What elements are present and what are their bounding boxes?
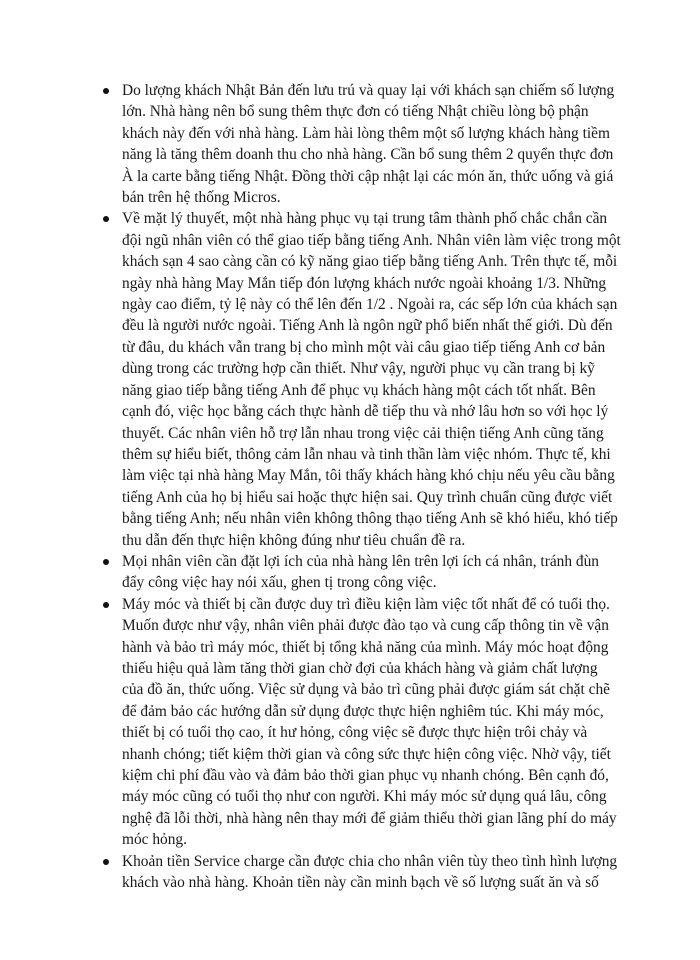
bullet-dot-icon — [103, 859, 109, 865]
bullet-item-equipment — [94, 594, 622, 851]
bullet-text: Mọi nhân viên cần đặt lợi ích của nhà hàng lên trên lợi ích cá nhân, tránh đùn đẩy công việc hay nói xấu, ghen tị trong công việc. — [122, 552, 599, 592]
bullet-list — [94, 80, 622, 893]
bullet-item-english-skills — [94, 208, 622, 551]
bullet-dot-icon — [103, 88, 109, 94]
bullet-text: Máy móc và thiết bị cần được duy trì điều kiện làm việc tốt nhất để có tuổi thọ. Muốn được như vậy, nhân viên phải được đào tạo và cung cấp thông tin về vận hành và bảo trì máy móc, thiết bị tổng khả năng của mình. Máy móc hoạt động thiếu hiệu quả làm tăng thời gian chờ đợi của khách hàng và giảm chất lượng của đồ ăn, thức uống. Việc sử dụng và bảo trì cũng phải được giám sát chặt chẽ để đảm bảo các hướng dẫn sử dụng được thực hiện nghiêm túc. Khi máy móc, thiết bị có tuổi thọ cao, ít hư hỏng, công việc sẽ được thực hiện trôi chảy và nhanh chóng; tiết kiệm thời gian và công sức thực hiện công việc. Nhờ vậy, tiết kiệm chi phí đầu vào và đảm bảo thời gian phục vụ nhanh chóng. Bên cạnh đó, máy móc cũng có tuổi thọ như con người. Khi máy móc sử dụng quá lâu, công nghệ đã lỗi thời, nhà hàng nên thay mới để giảm thiểu thời gian lãng phí do máy móc hỏng. — [122, 595, 617, 849]
bullet-item-service-charge — [94, 851, 622, 894]
bullet-dot-icon — [103, 602, 109, 608]
bullet-dot-icon — [103, 559, 109, 565]
bullet-item-team-interest — [94, 551, 622, 594]
document-body — [94, 80, 622, 893]
bullet-text: Do lượng khách Nhật Bản đến lưu trú và quay lại với khách sạn chiếm số lượng lớn. Nhà hàng nên bổ sung thêm thực đơn có tiếng Nhật chiều lòng bộ phận khách này đến với nhà hàng. Làm hài lòng thêm một số lượng khách hàng tiềm năng là tăng thêm doanh thu cho nhà hàng. Cần bổ sung thêm 2 quyển thực đơn À la carte bằng tiếng Nhật. Đồng thời cập nhật lại các món ăn, thức uống và giá bán trên hệ thống Micros. — [122, 82, 615, 207]
bullet-item-japanese-menu — [94, 80, 622, 208]
bullet-text: Khoản tiền Service charge cần được chia cho nhân viên tùy theo tình hình lượng khách vào nhà hàng. Khoản tiền này cần minh bạch về số lượng suất ăn và số — [122, 852, 618, 892]
bullet-dot-icon — [103, 216, 109, 222]
bullet-text: Về mặt lý thuyết, một nhà hàng phục vụ tại trung tâm thành phố chắc chắn cần đội ngũ nhân viên có thể giao tiếp bằng tiếng Anh. Nhân viên làm việc trong một khách sạn 4 sao càng cần có kỹ năng giao tiếp bằng tiếng Anh. Trên thực tế, mỗi ngày nhà hàng May Mắn tiếp đón lượng khách nước ngoài khoảng 1/3. Những ngày cao điểm, tỷ lệ này có thể lên đến 1/2 . Ngoài ra, các sếp lớn của khách sạn đều là người nước ngoài. Tiếng Anh là ngôn ngữ phổ biến nhất thế giới. Dù đến từ đâu, du khách vẫn trang bị cho mình một vài câu giao tiếp tiếng Anh cơ bản dùng trong các trường hợp cần thiết. Như vậy, người phục vụ cần trang bị kỹ năng giao tiếp bằng tiếng Anh để phục vụ khách hàng một cách tốt nhất. Bên cạnh đó, việc học bằng cách thực hành dễ tiếp thu và nhớ lâu hơn so với học lý thuyết. Các nhân viên hỗ trợ lẫn nhau trong việc cải thiện tiếng Anh cũng tăng thêm sự hiểu biết, thông cảm lẫn nhau và tinh thần làm việc nhóm. Thực tế, khi làm việc tại nhà hàng May Mắn, tôi thấy khách hàng khó chịu nếu yêu cầu bằng tiếng Anh của họ bị hiểu sai hoặc thực hiện sai. Quy trình chuẩn cũng được viết bằng tiếng Anh; nếu nhân viên không thông thạo tiếng Anh sẽ khó hiểu, khó tiếp thu dẫn đến thực hiện không đúng như tiêu chuẩn đề ra. — [122, 210, 621, 549]
